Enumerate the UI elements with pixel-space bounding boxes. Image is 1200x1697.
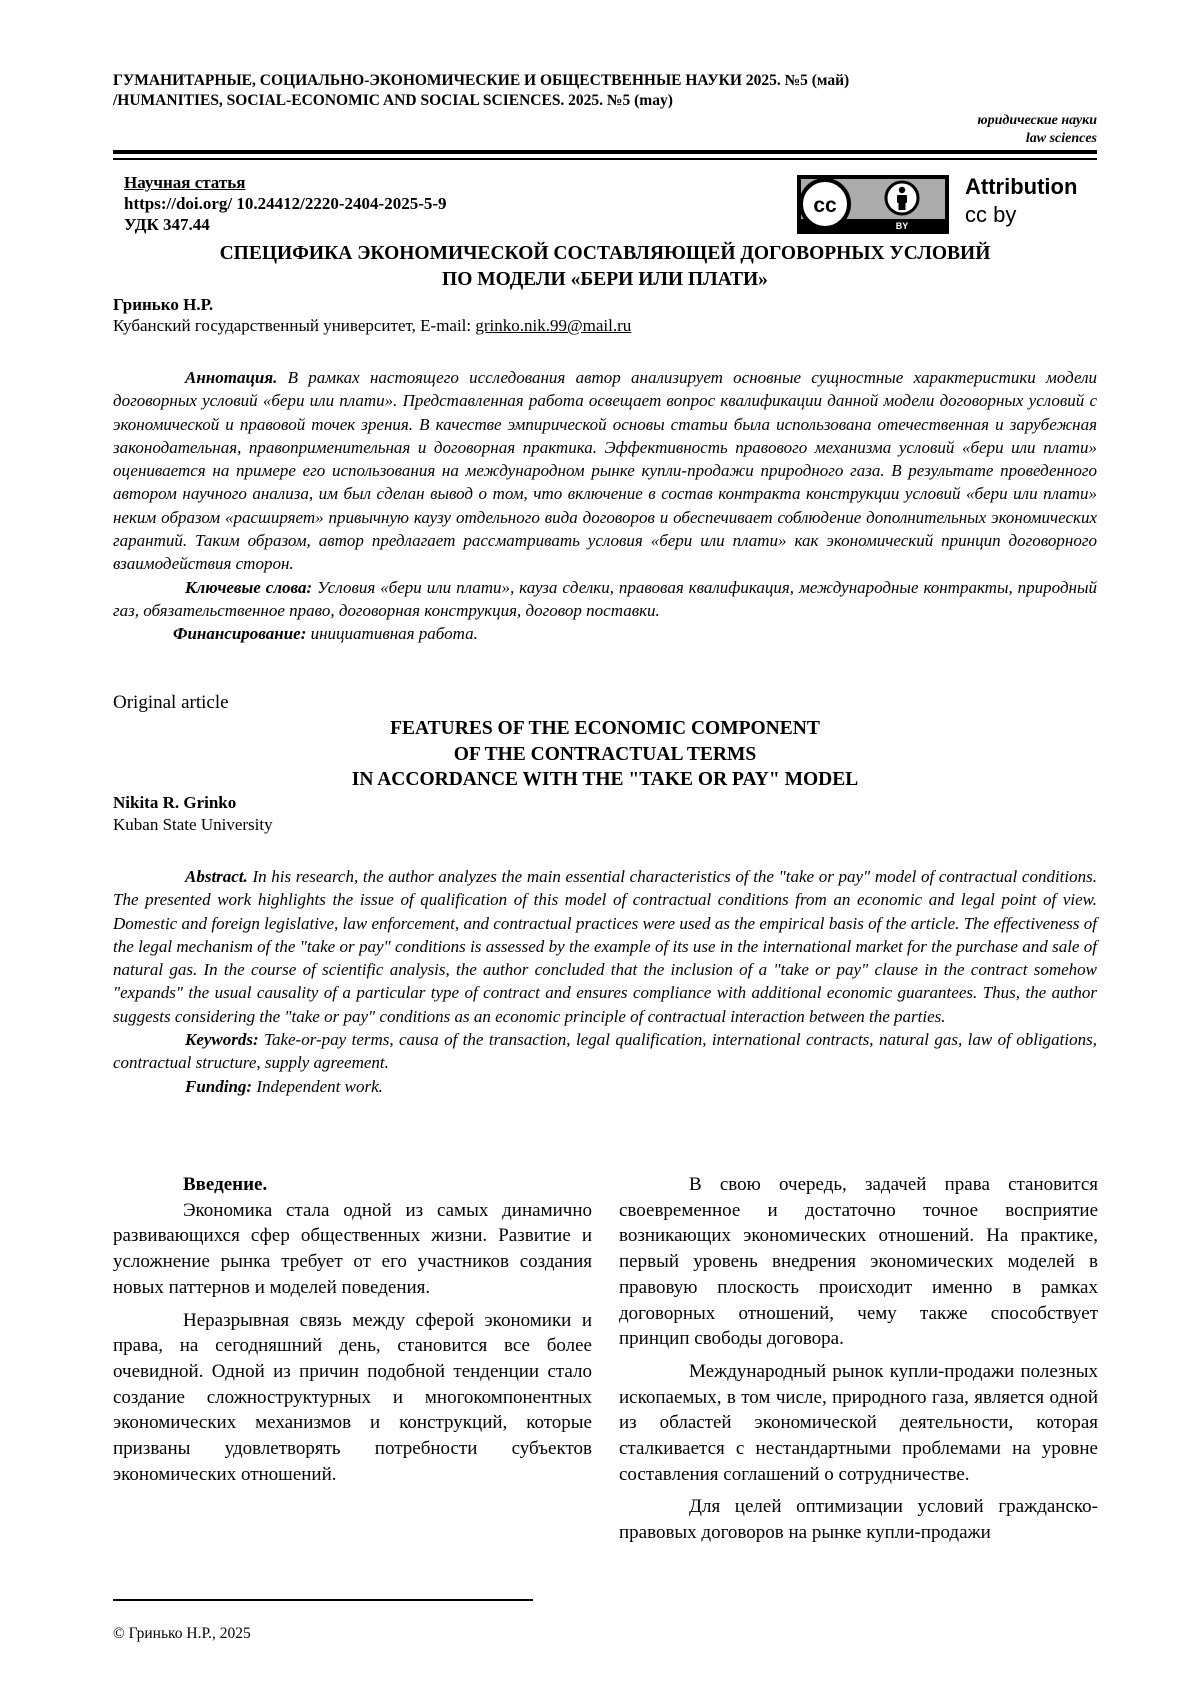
article-title-en — [113, 716, 1097, 793]
funding-ru — [113, 622, 1097, 645]
header-divider-thick — [113, 150, 1097, 154]
section-label-ru: юридические науки — [977, 113, 1097, 128]
abstract-ru-label: Аннотация. — [185, 368, 278, 387]
article-title-ru — [113, 241, 1097, 293]
header-divider-thin — [113, 158, 1097, 160]
by-label: BY — [895, 221, 909, 231]
affiliation-ru-text: Кубанский государственный университет, E-mail: — [113, 316, 476, 335]
keywords-en — [113, 1028, 1097, 1075]
doi-link[interactable]: https://doi.org/ 10.24412/2220-2404-2025-5-9 — [124, 194, 447, 213]
body-paragraph: В свою очередь, задачей права становится своевременное и достаточно точное восприятие возникающих экономических отношений. На практике, первый уровень внедрения экономических моделей в правовую плоскость происходит именно в рамках договорных отношений, чему также способствует принцип свободы договора. — [619, 1174, 1098, 1350]
body-paragraph: Для целей оптимизации условий гражданско-правовых договоров на рынке купли-продажи — [619, 1496, 1098, 1544]
cc-icon-label: cc — [813, 194, 837, 217]
license-subtitle: cc by — [965, 202, 1017, 227]
funding-ru-label: Финансирование: — [173, 624, 307, 644]
abstract-en-label: Abstract. — [185, 867, 248, 886]
article-type-en: Original article — [113, 692, 229, 713]
title-en-line-3: IN ACCORDANCE WITH THE "TAKE OR PAY" MODEL — [351, 769, 859, 790]
body-paragraph: Экономика стала одной из самых динамично развивающихся сфер общественных жизни. Развитие и усложнение рынка требует от его участников создания новых паттернов и моделей поведения. — [113, 1199, 592, 1298]
article-meta — [124, 172, 447, 235]
section-label — [977, 112, 1097, 148]
keywords-ru — [113, 576, 1097, 623]
abstract-en — [113, 865, 1097, 1028]
body-paragraph: Международный рынок купли-продажи полезных ископаемых, в том числе, природного газа, является одной из областей экономической деятельности, которая сталкивается с нестандартными проблемами на уровне составления соглашений о сотрудничестве. — [619, 1360, 1098, 1485]
license-text — [965, 173, 1077, 229]
funding-en — [113, 1075, 1097, 1098]
affiliation-en: Kuban State University — [113, 815, 273, 834]
funding-en-text: Independent work. — [252, 1076, 383, 1096]
abstract-en-block — [113, 865, 1097, 1098]
affiliation-ru — [113, 316, 631, 336]
title-en-line-1: FEATURES OF THE ECONOMIC COMPONENT — [390, 718, 820, 739]
copyright-notice: © Гринько Н.Р., 2025 — [113, 1625, 251, 1642]
funding-ru-text: инициативная работа. — [306, 624, 478, 644]
title-ru-line-1: СПЕЦИФИКА ЭКОНОМИЧЕСКОЙ СОСТАВЛЯЮЩЕЙ ДОГОВОРНЫХ УСЛОВИЙ — [219, 243, 991, 264]
journal-title-en: /HUMANITIES, SOCIAL-ECONOMIC AND SOCIAL SCIENCES. 2025. №5 (may) — [113, 92, 673, 109]
license-title: Attribution — [965, 174, 1078, 199]
keywords-ru-text: Условия «бери или плати», кауза сделки, правовая квалификация, международные контракты, природный газ, обязательственное право, договорная конструкция, договор поставки. — [113, 577, 1097, 620]
title-ru-line-2: ПО МОДЕЛИ «БЕРИ ИЛИ ПЛАТИ» — [442, 269, 768, 290]
keywords-en-label: Keywords: — [185, 1030, 259, 1050]
udk-code: УДК 347.44 — [124, 215, 210, 234]
keywords-ru-label: Ключевые слова: — [185, 577, 313, 597]
body-column-right — [619, 1172, 1098, 1546]
body-paragraph: Неразрывная связь между сферой экономики и права, на сегодняшний день, становится все более очевидной. Одной из причин подобной тенденции стало создание сложноструктурных и многокомпонентных экономических механизмов и конструкций, которые призваны удовлетворять потребности субъектов экономических отношений. — [113, 1309, 592, 1485]
cc-by-license-badge[interactable] — [797, 175, 949, 234]
author-name-en: Nikita R. Grinko — [113, 793, 237, 812]
abstract-ru-block — [113, 366, 1097, 646]
abstract-ru-text: В рамках настоящего исследования автор анализирует основные сущностные характеристики модели договорных условий «бери или плати». Представленная работа освещает вопрос квалификации данной модели договорных условий с экономической и правовой точек зрения. В качестве эмпирической основы статьи была использована отечественная и зарубежная законодательная, правоприменительная и договорная практика. Эффективность правового механизма условий «бери или плати» оценивается на примере его использования на международном рынке купли-продажи природного газа. В результате проведенного автором научного анализа, им был сделан вывод о том, что включение в состав контракта конструкции условий «бери или плати» неким образом «расширяет» привычную каузу отдельного вида договоров и обеспечивает соблюдение дополнительных экономических гарантий. Таким образом, автор предлагает рассматривать условия «бери или плати» как экономический принцип договорного взаимодействия сторон. — [113, 368, 1097, 574]
title-en-line-2: OF THE CONTRACTUAL TERMS — [453, 743, 757, 765]
abstract-en-text: In his research, the author analyzes the main essential characteristics of the "take or pay" model of contractual conditions. The presented work highlights the issue of qualification of this model of contractual conditions from an economic and legal point of view. Domestic and foreign legislative, law enforcement, and contractual practices were used as the empirical basis of the article. The effectiveness of the legal mechanism of the "take or pay" conditions is assessed by the example of its use in the international market for the purchase and sale of natural gas. In the course of scientific analysis, the author concluded that the inclusion of a "take or pay" clause in the contract somehow "expands" the usual causality of a particular type of contract and ensures compliance with additional economic guarantees. Thus, the author suggests considering the "take or pay" conditions as an economic principle of contractual interaction between the parties. — [113, 867, 1097, 1026]
author-email-link[interactable]: grinko.nik.99@mail.ru — [475, 316, 632, 335]
journal-title-ru: ГУМАНИТАРНЫЕ, СОЦИАЛЬНО-ЭКОНОМИЧЕСКИЕ И ОБЩЕСТВЕННЫЕ НАУКИ 2025. №5 (май) — [113, 72, 850, 89]
abstract-ru — [113, 366, 1097, 576]
funding-en-label: Funding: — [185, 1076, 253, 1096]
keywords-en-text: Take-or-pay terms, causa of the transaction, legal qualification, international contracts, natural gas, law of obligations, contractual structure, supply agreement. — [113, 1030, 1097, 1073]
journal-header — [113, 71, 849, 111]
footnote-divider — [113, 1599, 533, 1601]
section-label-en: law sciences — [1025, 131, 1097, 146]
intro-heading: Введение. — [183, 1174, 268, 1195]
article-type-ru: Научная статья — [124, 173, 246, 192]
body-column-left — [113, 1172, 592, 1487]
author-name-ru: Гринько Н.Р. — [113, 295, 214, 314]
